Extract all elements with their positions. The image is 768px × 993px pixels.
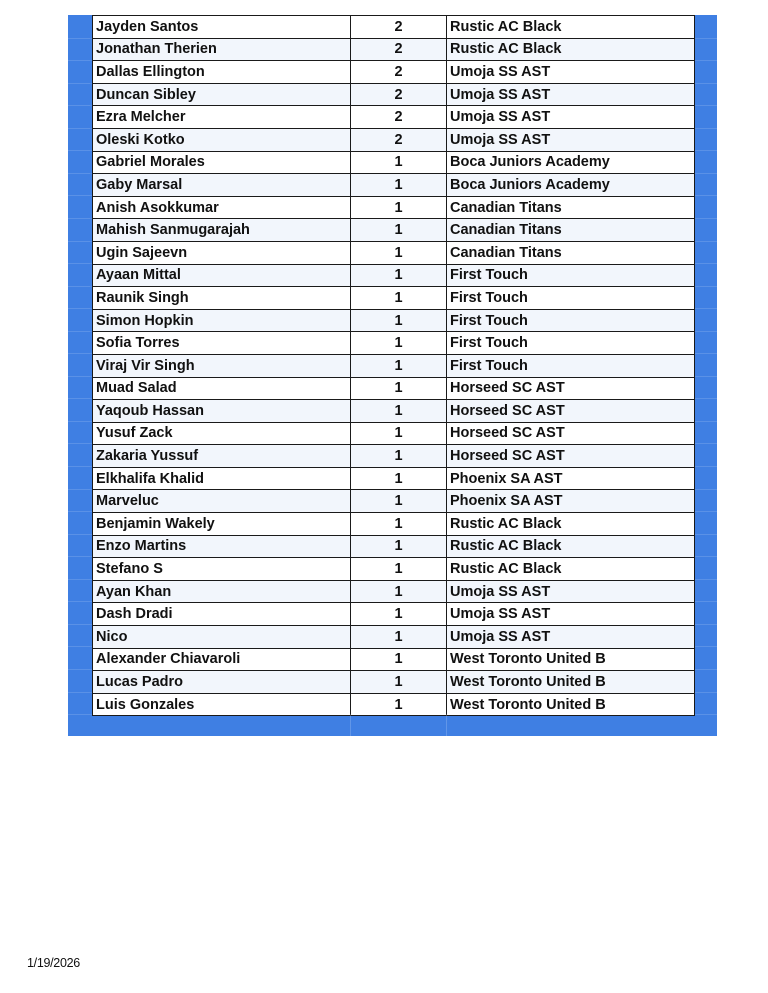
- goal-count-cell: 1: [351, 580, 447, 603]
- table-row: [93, 422, 695, 445]
- team-name-cell: Rustic AC Black: [447, 38, 695, 61]
- left-margin-strip: [68, 15, 92, 736]
- strip-gridline: [68, 624, 92, 625]
- strip-gridline: [68, 421, 92, 422]
- strip-gridline: [68, 714, 92, 715]
- team-name-cell: Horseed SC AST: [447, 445, 695, 468]
- player-name-cell: Alexander Chiavaroli: [93, 648, 351, 671]
- goal-count-cell: 2: [351, 106, 447, 129]
- table-row: [93, 354, 695, 377]
- table-row: [93, 626, 695, 649]
- team-name-cell: West Toronto United B: [447, 693, 695, 716]
- strip-gridline: [68, 692, 92, 693]
- strip-gridline: [694, 443, 717, 444]
- table-row: [93, 693, 695, 716]
- team-name-cell: First Touch: [447, 332, 695, 355]
- strip-gridline: [694, 579, 717, 580]
- player-name-cell: Sofia Torres: [93, 332, 351, 355]
- table-row: [93, 16, 695, 39]
- strip-gridline: [694, 534, 717, 535]
- player-name-cell: Duncan Sibley: [93, 83, 351, 106]
- goal-count-cell: 1: [351, 400, 447, 423]
- table-row: [93, 241, 695, 264]
- player-name-cell: Muad Salad: [93, 377, 351, 400]
- strip-gridline: [68, 669, 92, 670]
- strip-gridline: [68, 556, 92, 557]
- goal-count-cell: 2: [351, 38, 447, 61]
- player-name-cell: Gabriel Morales: [93, 151, 351, 174]
- scorers-table: [92, 15, 695, 716]
- table-row: [93, 467, 695, 490]
- strip-gridline: [694, 195, 717, 196]
- strip-gridline: [694, 105, 717, 106]
- goal-count-cell: 1: [351, 445, 447, 468]
- strip-gridline: [68, 241, 92, 242]
- strip-gridline: [68, 579, 92, 580]
- strip-gridline: [68, 83, 92, 84]
- player-name-cell: Anish Asokkumar: [93, 196, 351, 219]
- table-row: [93, 219, 695, 242]
- strip-gridline: [68, 376, 92, 377]
- team-name-cell: Rustic AC Black: [447, 558, 695, 581]
- table-row: [93, 377, 695, 400]
- strip-gridline: [694, 83, 717, 84]
- goal-count-cell: 1: [351, 467, 447, 490]
- table-row: [93, 264, 695, 287]
- player-name-cell: Zakaria Yussuf: [93, 445, 351, 468]
- strip-gridline: [694, 353, 717, 354]
- strip-gridline: [694, 286, 717, 287]
- strip-gridline: [694, 263, 717, 264]
- strip-gridline: [68, 534, 92, 535]
- spreadsheet-area: [68, 15, 717, 736]
- team-name-cell: Canadian Titans: [447, 241, 695, 264]
- player-name-cell: Dallas Ellington: [93, 61, 351, 84]
- team-name-cell: Umoja SS AST: [447, 580, 695, 603]
- strip-gridline: [68, 398, 92, 399]
- strip-gridline: [68, 737, 92, 738]
- table-row: [93, 580, 695, 603]
- strip-gridline: [694, 218, 717, 219]
- team-name-cell: Umoja SS AST: [447, 83, 695, 106]
- strip-gridline: [694, 421, 717, 422]
- table-row: [93, 558, 695, 581]
- strip-gridline: [68, 466, 92, 467]
- goal-count-cell: 1: [351, 648, 447, 671]
- team-name-cell: Umoja SS AST: [447, 106, 695, 129]
- strip-gridline: [694, 150, 717, 151]
- team-name-cell: Horseed SC AST: [447, 400, 695, 423]
- player-name-cell: Luis Gonzales: [93, 693, 351, 716]
- team-name-cell: Boca Juniors Academy: [447, 174, 695, 197]
- table-row: [93, 648, 695, 671]
- goal-count-cell: 1: [351, 174, 447, 197]
- team-name-cell: Boca Juniors Academy: [447, 151, 695, 174]
- table-row: [93, 61, 695, 84]
- goal-count-cell: 1: [351, 671, 447, 694]
- goal-count-cell: 1: [351, 287, 447, 310]
- team-name-cell: Rustic AC Black: [447, 535, 695, 558]
- goal-count-cell: 1: [351, 603, 447, 626]
- goal-count-cell: 1: [351, 377, 447, 400]
- strip-gridline: [68, 218, 92, 219]
- strip-gridline: [694, 646, 717, 647]
- table-row: [93, 128, 695, 151]
- strip-gridline: [694, 466, 717, 467]
- table-row: [93, 174, 695, 197]
- strip-gridline: [694, 173, 717, 174]
- goal-count-cell: 1: [351, 219, 447, 242]
- player-name-cell: Jayden Santos: [93, 16, 351, 39]
- strip-gridline: [694, 669, 717, 670]
- player-name-cell: Ugin Sajeevn: [93, 241, 351, 264]
- goal-count-cell: 1: [351, 309, 447, 332]
- strip-gridline: [68, 150, 92, 151]
- team-name-cell: Umoja SS AST: [447, 603, 695, 626]
- strip-gridline: [68, 331, 92, 332]
- strip-gridline: [694, 60, 717, 61]
- table-row: [93, 671, 695, 694]
- player-name-cell: Dash Dradi: [93, 603, 351, 626]
- goal-count-cell: 1: [351, 693, 447, 716]
- goal-count-cell: 2: [351, 16, 447, 39]
- table-row: [93, 332, 695, 355]
- player-name-cell: Elkhalifa Khalid: [93, 467, 351, 490]
- strip-gridline: [68, 173, 92, 174]
- player-name-cell: Enzo Martins: [93, 535, 351, 558]
- team-name-cell: First Touch: [447, 264, 695, 287]
- goal-count-cell: 2: [351, 61, 447, 84]
- player-name-cell: Viraj Vir Singh: [93, 354, 351, 377]
- team-name-cell: First Touch: [447, 287, 695, 310]
- strip-gridline: [68, 195, 92, 196]
- strip-gridline: [68, 443, 92, 444]
- goal-count-cell: 1: [351, 626, 447, 649]
- player-name-cell: Mahish Sanmugarajah: [93, 219, 351, 242]
- player-name-cell: Lucas Padro: [93, 671, 351, 694]
- team-name-cell: Rustic AC Black: [447, 16, 695, 39]
- goal-count-cell: 1: [351, 264, 447, 287]
- strip-gridline: [68, 353, 92, 354]
- team-name-cell: Horseed SC AST: [447, 422, 695, 445]
- strip-gridline: [694, 308, 717, 309]
- goal-count-cell: 2: [351, 83, 447, 106]
- strip-gridline: [694, 398, 717, 399]
- right-margin-strip: [694, 15, 717, 736]
- player-name-cell: Ezra Melcher: [93, 106, 351, 129]
- goal-count-cell: 1: [351, 558, 447, 581]
- player-name-cell: Ayan Khan: [93, 580, 351, 603]
- strip-gridline: [694, 511, 717, 512]
- team-name-cell: First Touch: [447, 354, 695, 377]
- strip-gridline: [694, 601, 717, 602]
- goal-count-cell: 2: [351, 128, 447, 151]
- strip-gridline: [694, 737, 717, 738]
- goal-count-cell: 1: [351, 535, 447, 558]
- goal-count-cell: 1: [351, 332, 447, 355]
- table-row: [93, 513, 695, 536]
- player-name-cell: Raunik Singh: [93, 287, 351, 310]
- strip-gridline: [694, 714, 717, 715]
- strip-gridline: [68, 128, 92, 129]
- player-name-cell: Simon Hopkin: [93, 309, 351, 332]
- team-name-cell: Umoja SS AST: [447, 61, 695, 84]
- table-row: [93, 83, 695, 106]
- team-name-cell: Rustic AC Black: [447, 513, 695, 536]
- table-row: [93, 309, 695, 332]
- team-name-cell: Canadian Titans: [447, 219, 695, 242]
- table-row: [93, 38, 695, 61]
- table-row: [93, 603, 695, 626]
- strip-gridline: [68, 38, 92, 39]
- player-name-cell: Jonathan Therien: [93, 38, 351, 61]
- strip-gridline: [68, 489, 92, 490]
- player-name-cell: Ayaan Mittal: [93, 264, 351, 287]
- team-name-cell: Umoja SS AST: [447, 128, 695, 151]
- strip-gridline: [694, 241, 717, 242]
- table-row: [93, 400, 695, 423]
- strip-gridline: [68, 60, 92, 61]
- player-name-cell: Gaby Marsal: [93, 174, 351, 197]
- strip-gridline: [694, 128, 717, 129]
- team-name-cell: Canadian Titans: [447, 196, 695, 219]
- strip-gridline: [694, 556, 717, 557]
- table-row: [93, 106, 695, 129]
- team-name-cell: West Toronto United B: [447, 648, 695, 671]
- team-name-cell: West Toronto United B: [447, 671, 695, 694]
- table-row: [93, 445, 695, 468]
- team-name-cell: Phoenix SA AST: [447, 490, 695, 513]
- strip-gridline: [694, 331, 717, 332]
- strip-gridline: [694, 376, 717, 377]
- strip-gridline: [694, 692, 717, 693]
- player-name-cell: Oleski Kotko: [93, 128, 351, 151]
- player-name-cell: Yusuf Zack: [93, 422, 351, 445]
- strip-gridline: [68, 286, 92, 287]
- footer-date: 1/19/2026: [27, 956, 80, 970]
- strip-gridline: [694, 624, 717, 625]
- goal-count-cell: 1: [351, 196, 447, 219]
- player-name-cell: Yaqoub Hassan: [93, 400, 351, 423]
- team-name-cell: Umoja SS AST: [447, 626, 695, 649]
- empty-row-band: [92, 714, 694, 736]
- goal-count-cell: 1: [351, 490, 447, 513]
- team-name-cell: Horseed SC AST: [447, 377, 695, 400]
- player-name-cell: Stefano S: [93, 558, 351, 581]
- table-row: [93, 535, 695, 558]
- strip-gridline: [68, 105, 92, 106]
- strip-gridline: [694, 38, 717, 39]
- team-name-cell: First Touch: [447, 309, 695, 332]
- goal-count-cell: 1: [351, 513, 447, 536]
- table-row: [93, 196, 695, 219]
- player-name-cell: Benjamin Wakely: [93, 513, 351, 536]
- strip-gridline: [694, 489, 717, 490]
- strip-gridline: [68, 646, 92, 647]
- strip-gridline: [68, 511, 92, 512]
- strip-gridline: [68, 601, 92, 602]
- strip-gridline: [68, 263, 92, 264]
- table-row: [93, 490, 695, 513]
- player-name-cell: Nico: [93, 626, 351, 649]
- goal-count-cell: 1: [351, 151, 447, 174]
- table-body: [93, 16, 695, 716]
- team-name-cell: Phoenix SA AST: [447, 467, 695, 490]
- table-row: [93, 287, 695, 310]
- strip-gridline: [68, 308, 92, 309]
- goal-count-cell: 1: [351, 241, 447, 264]
- goal-count-cell: 1: [351, 422, 447, 445]
- player-name-cell: Marveluc: [93, 490, 351, 513]
- goal-count-cell: 1: [351, 354, 447, 377]
- table-row: [93, 151, 695, 174]
